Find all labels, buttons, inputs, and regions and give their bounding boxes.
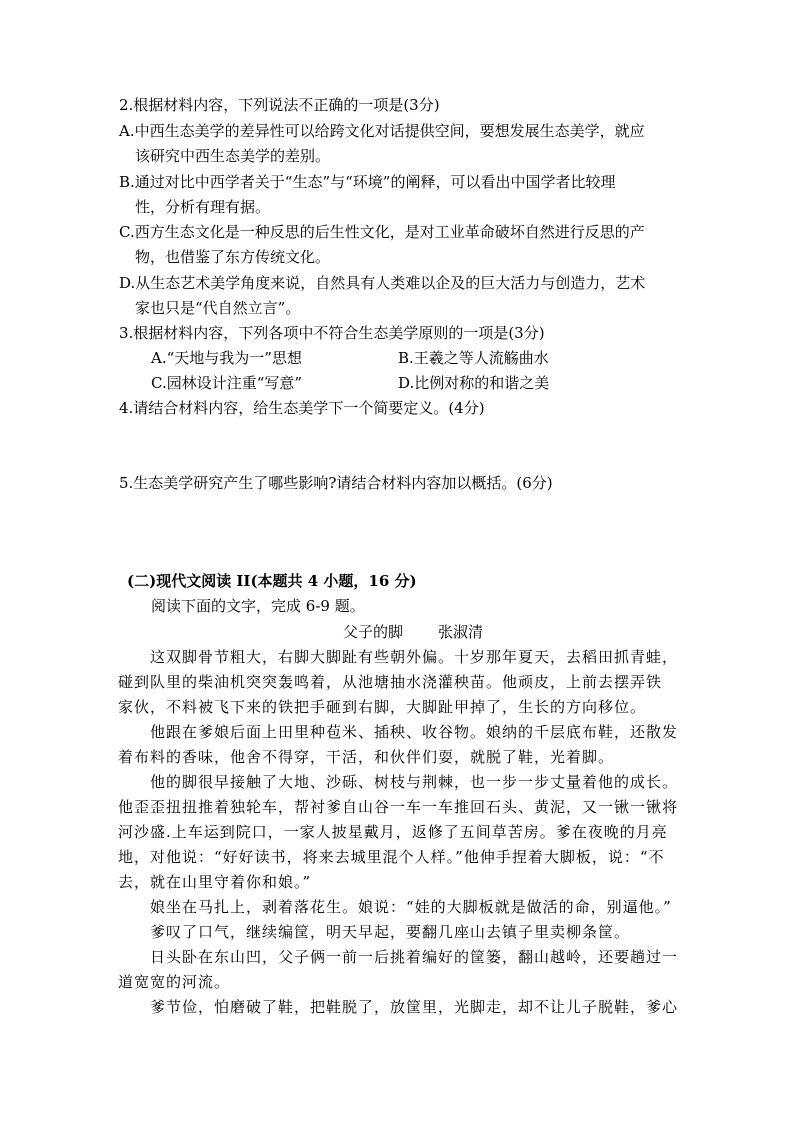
q2-option-a-line2: 该研究中西生态美学的差别。: [135, 147, 331, 165]
story-author: 张淑清: [438, 623, 484, 641]
story-line: 地，对他说：“好好读书，将来去城里混个人样。”他伸手捏着大脚板，说：“不: [118, 848, 665, 866]
q2-option-c-line1: C.西方生态文化是一种反思的后生性文化，是对工业革命破坏自然进行反思的产: [119, 223, 645, 241]
story-line: 河沙盛.上车运到院口，一家人披星戴月，返修了五间草苦房。爹在夜晚的月亮: [118, 823, 668, 841]
story-line: 他跟在爹娘后面上田里种苞米、插秧、收谷物。娘纳的千层底布鞋，还散发: [150, 723, 679, 741]
story-line: 道宽宽的河流。: [118, 973, 231, 991]
q3-stem: 3.根据材料内容，下列各项中不符合生态美学原则的一项是(3分): [119, 324, 545, 342]
story-line: 去，就在山里守着你和娘。”: [118, 873, 312, 891]
story-line: 这双脚骨节粗大，右脚大脚趾有些朝外偏。十岁那年夏天，去稻田抓青蛙，: [150, 648, 679, 666]
q3-option-c: C.园林设计注重“写意”: [151, 374, 303, 392]
q5-stem: 5.生态美学研究产生了哪些影响?请结合材料内容加以概括。(6分): [119, 474, 553, 492]
q2-option-d-line1: D.从生态艺术美学角度来说，自然具有人类难以企及的巨大活力与创造力，艺术: [119, 274, 646, 292]
story-line: 家伙，不料被飞下来的铁把手砸到右脚，大脚趾甲掉了，生长的方向移位。: [118, 698, 647, 716]
section-heading: (二)现代文阅读 II(本题共 4 小题，16 分): [127, 572, 417, 590]
story-line: 娘坐在马扎上，剥着落花生。娘说：“娃的大脚板就是做活的命，别逼他。”: [150, 898, 672, 916]
q2-option-d-line2: 家也只是“代自然立言”。: [135, 299, 301, 317]
story-line: 爹节俭，怕磨破了鞋，把鞋脱了，放筐里，光脚走，却不让儿子脱鞋，爹心: [150, 998, 679, 1016]
q2-option-b-line2: 性，分析有理有据。: [135, 198, 271, 216]
story-line: 爹叹了口气，继续编筐，明天早起，要翻几座山去镇子里卖柳条筐。: [150, 923, 631, 941]
story-line: 他的脚很早接触了大地、沙砾、树枝与荆棘，也一步一步丈量着他的成长。: [150, 773, 679, 791]
story-line: 着布料的香味，他舍不得穿，干活，和伙伴们耍，就脱了鞋，光着脚。: [118, 748, 615, 766]
story-line: 日头卧在东山凹，父子俩一前一后挑着编好的筐篓，翻山越岭，还要趟过一: [150, 948, 679, 966]
q3-option-a: A.“天地与我为一”思想: [151, 349, 302, 367]
q2-option-b-line1: B.通过对比中西学者关于“生态”与“环境”的阐释，可以看出中国学者比较理: [119, 173, 616, 191]
story-title: 父子的脚: [343, 623, 404, 641]
story-line: 他歪歪扭扭推着独轮车，帮衬爹自山谷一车一车推回石头、黄泥，又一锹一锹将: [118, 798, 679, 816]
q2-option-c-line2: 物，也借鉴了东方传统文化。: [135, 248, 331, 266]
q3-option-b: B.王羲之等人流觞曲水: [398, 349, 549, 367]
story-line: 碰到队里的柴油机突突轰鸣着，从池塘抽水浇灌秧苗。他顽皮，上前去摆弄铁: [118, 673, 663, 691]
q2-option-a-line1: A.中西生态美学的差异性可以给跨文化对话提供空间，要想发展生态美学，就应: [119, 122, 645, 140]
q2-stem: 2.根据材料内容，下列说法不正确的一项是(3分): [119, 96, 440, 114]
section-instruction: 阅读下面的文字，完成 6-9 题。: [151, 597, 365, 615]
q4-stem: 4.请结合材料内容，给生态美学下一个简要定义。(4分): [119, 399, 485, 417]
q3-option-d: D.比例对称的和谐之美: [398, 374, 550, 392]
